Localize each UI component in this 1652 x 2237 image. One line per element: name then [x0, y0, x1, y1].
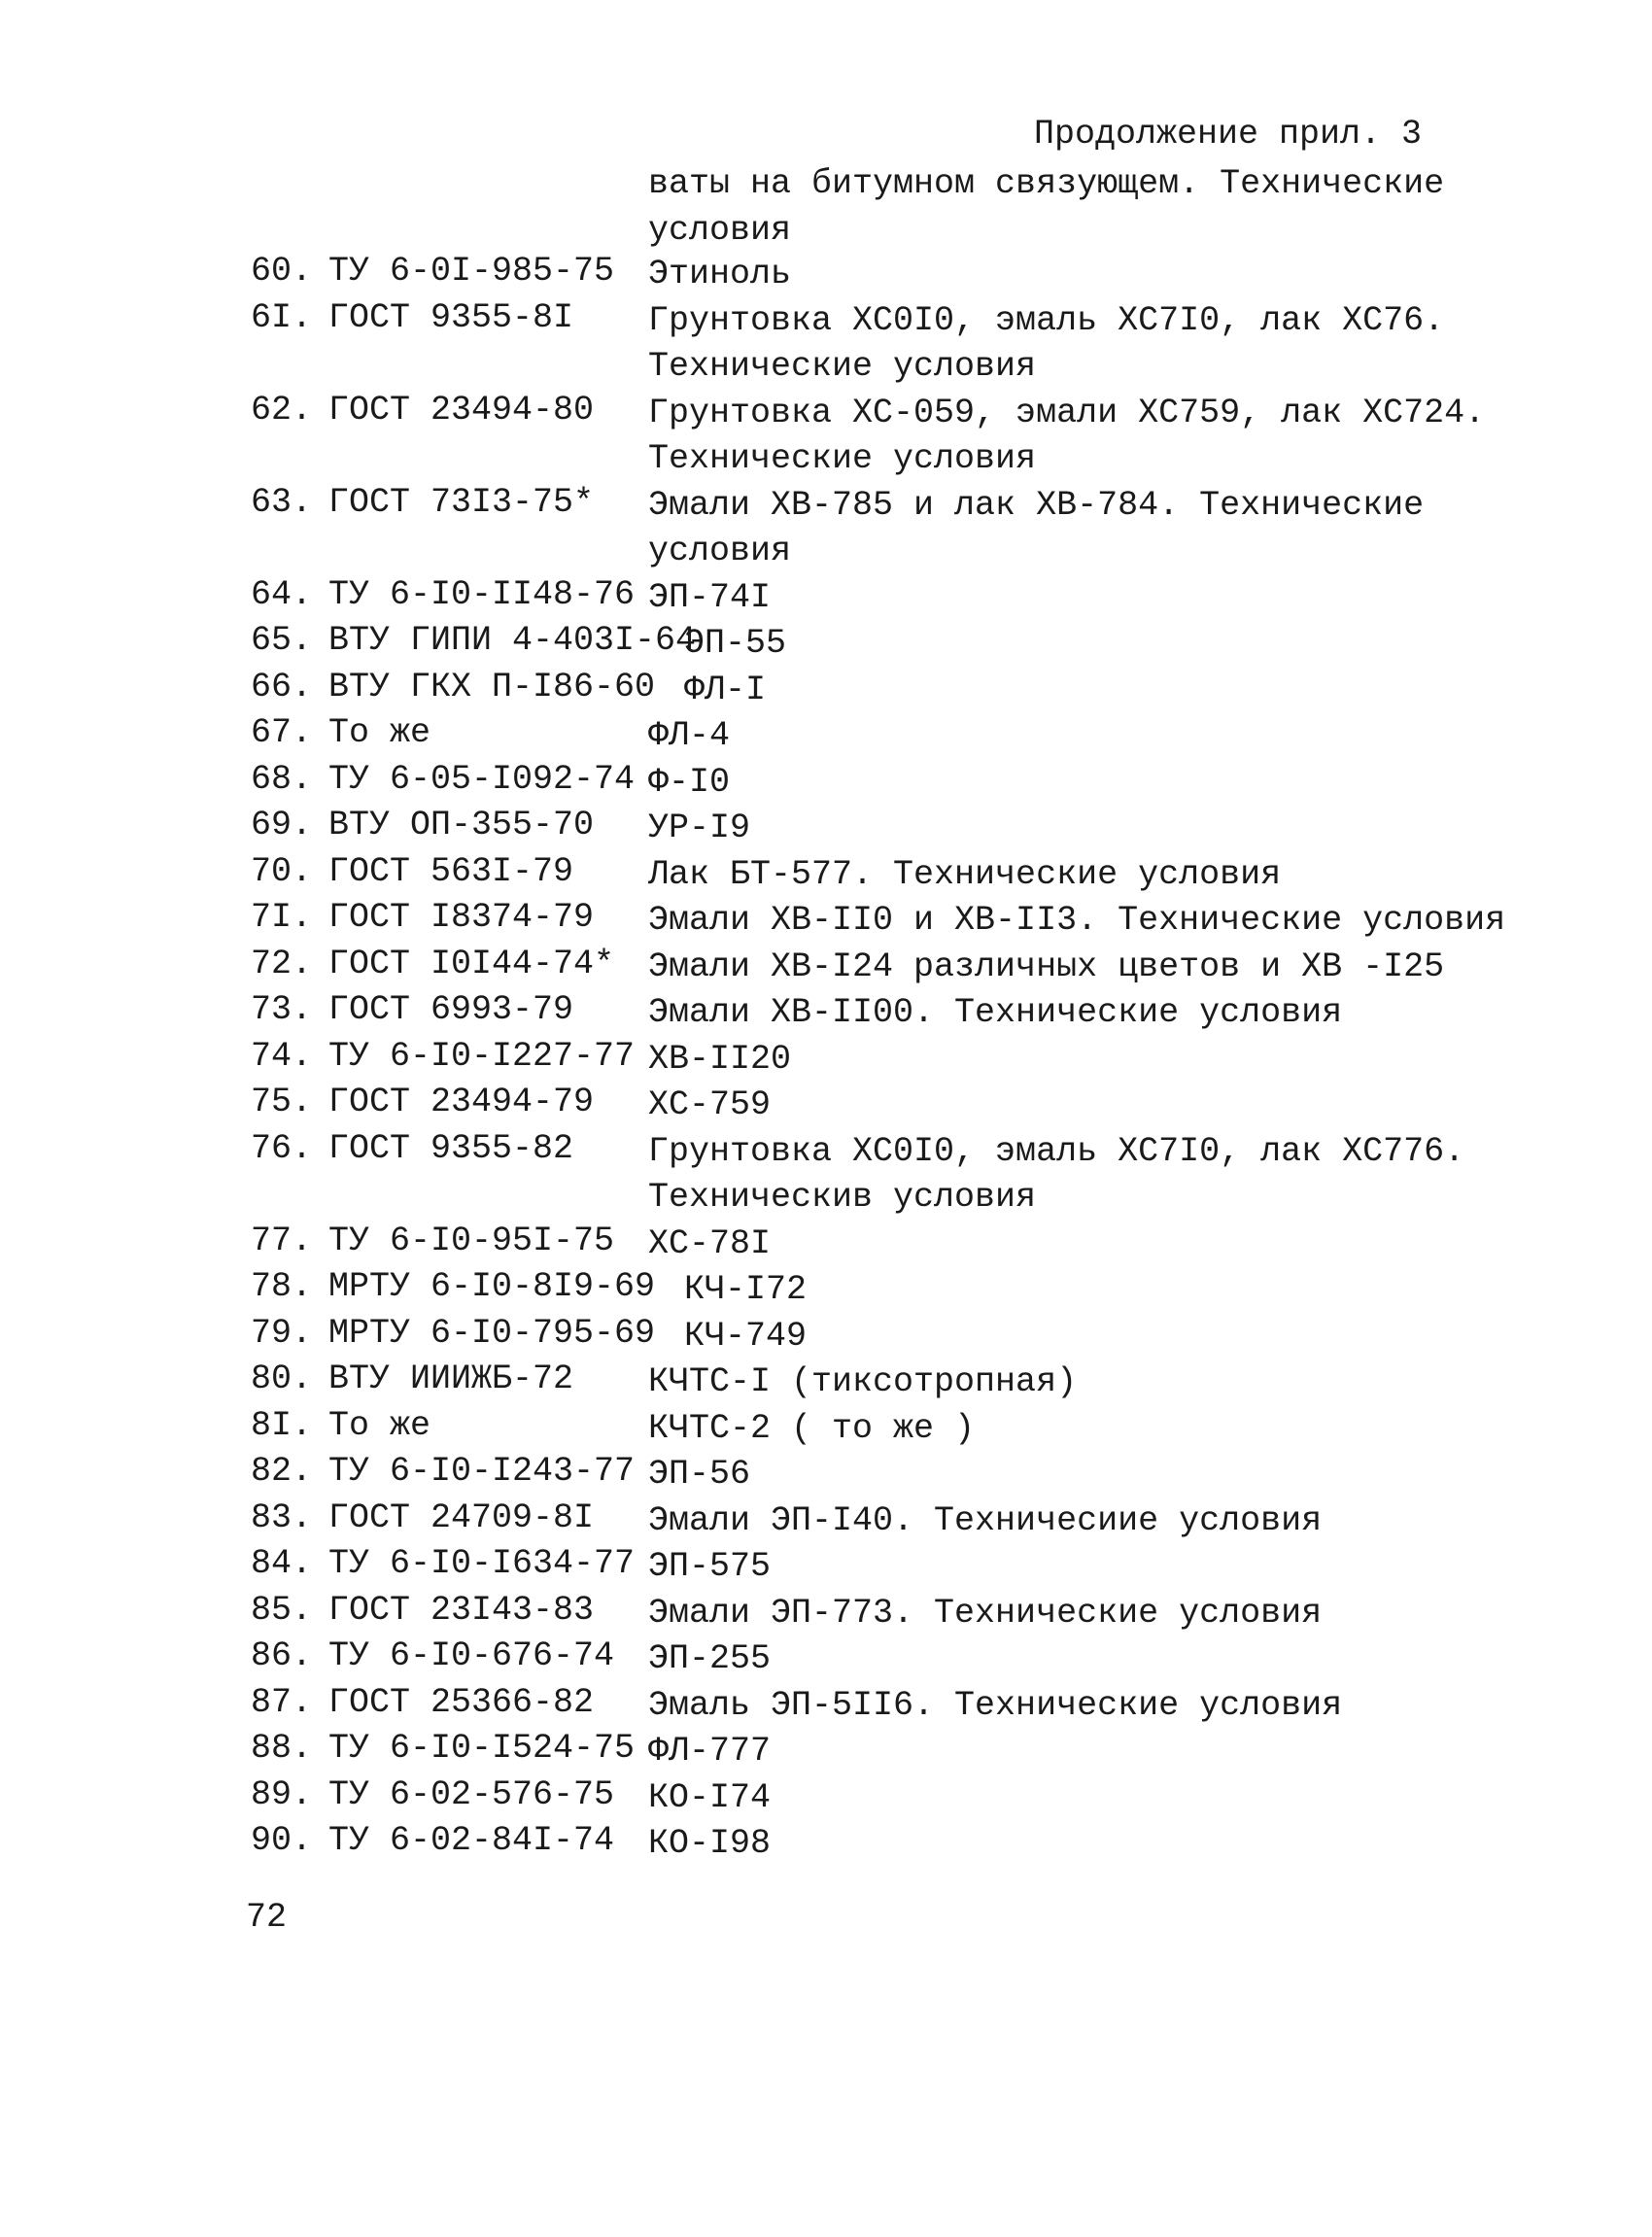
entry-description-line: Эмали ЭП-I40. Техничесиие условия — [648, 1500, 1323, 1540]
entry-standard: ТУ 6-I0-I634-77 — [328, 1544, 636, 1583]
entry-standard: ТУ 6-I0-I243-77 — [328, 1452, 636, 1491]
entry-description — [684, 1267, 807, 1314]
entry-standard: ГОСТ 24709-8I — [328, 1497, 595, 1537]
entry-description-line: Грунтовка ХС0I0, эмаль ХС7I0, лак ХС76. — [648, 300, 1445, 340]
continued-entry-line: ваты на битумном связующем. Технические — [648, 164, 1445, 203]
entry-description-line: ЭП-255 — [648, 1639, 772, 1678]
entry-description-line: КЧ-749 — [684, 1316, 808, 1356]
reference-entry — [251, 1083, 1631, 1129]
entry-description — [648, 1452, 750, 1498]
entry-description — [648, 1821, 771, 1868]
reference-entry — [251, 1406, 1631, 1453]
entry-standard: ТУ 6-I0-676-74 — [328, 1636, 615, 1675]
entry-number: 70. — [251, 851, 313, 891]
reference-entry — [251, 990, 1631, 1037]
entry-description — [648, 852, 1281, 899]
entry-description — [648, 1683, 1342, 1730]
entry-standard: ГОСТ 25366-82 — [328, 1682, 595, 1722]
entry-standard: ТУ 6-I0-95I-75 — [328, 1221, 615, 1260]
entry-description-line: ХС-759 — [648, 1085, 772, 1124]
entry-number: 63. — [251, 482, 313, 522]
entry-description-line: условия — [648, 532, 792, 570]
entry-description-line: КО-I74 — [648, 1777, 772, 1817]
entry-description — [648, 945, 1444, 991]
entry-description-line: Лак БТ-577. Технические условия — [648, 854, 1282, 894]
entry-description-line: ФЛ-I — [684, 670, 767, 709]
entry-description — [648, 760, 730, 807]
entry-number: 7I. — [251, 898, 313, 937]
entry-standard: ТУ 6-05-I092-74 — [328, 759, 636, 799]
continued-entry-line: условия — [648, 210, 792, 250]
reference-entry — [251, 1498, 1631, 1545]
entry-number: 77. — [251, 1221, 313, 1260]
entry-standard: ГОСТ 73I3-75* — [328, 482, 595, 522]
entry-description — [648, 713, 730, 760]
entry-description-line: Грунтовка ХС-059, эмали ХС759, лак ХС724. — [648, 393, 1486, 432]
reference-entry — [251, 1129, 1631, 1222]
entry-description-line: Техническив условия — [648, 1178, 1037, 1217]
entry-standard: То же — [328, 1405, 431, 1445]
entry-number: 90. — [251, 1821, 313, 1860]
entry-number: 88. — [251, 1729, 313, 1768]
entry-description-line: КЧТС-I (тиксотропная) — [648, 1362, 1078, 1401]
entry-description-line: Технические условия — [648, 439, 1037, 478]
reference-entry — [251, 806, 1631, 852]
entry-number: 80. — [251, 1359, 313, 1398]
entry-description — [648, 575, 771, 622]
entry-description — [648, 391, 1485, 483]
entry-description — [648, 298, 1444, 391]
entry-description-line: ХС-78I — [648, 1223, 772, 1263]
entry-standard: ГОСТ 23494-79 — [328, 1083, 595, 1121]
entry-standard: ТУ 6-I0-I524-75 — [328, 1729, 636, 1768]
entry-description — [684, 668, 766, 714]
reference-entry — [251, 1683, 1631, 1730]
reference-list — [251, 252, 1631, 1868]
reference-entry — [251, 852, 1631, 899]
entry-number: 82. — [251, 1452, 313, 1491]
entry-description-line: Эмаль ЭП-5II6. Технические условия — [648, 1685, 1343, 1725]
entry-standard: ТУ 6-I0-II48-76 — [328, 574, 636, 614]
entry-description-line: ЭП-56 — [648, 1455, 751, 1494]
entry-number: 66. — [251, 667, 313, 706]
entry-standard: ТУ 6-I0-I227-77 — [328, 1036, 636, 1076]
entry-description — [648, 1037, 791, 1084]
entry-description — [648, 1591, 1322, 1637]
entry-number: 65. — [251, 621, 313, 660]
entry-description — [648, 898, 1505, 945]
entry-number: 85. — [251, 1590, 313, 1630]
reference-entry — [251, 1729, 1631, 1775]
entry-standard: ГОСТ 9355-8I — [328, 297, 574, 337]
entry-description — [648, 806, 750, 852]
entry-description-line: ХВ-II20 — [648, 1039, 792, 1079]
page-number: 72 — [246, 1898, 288, 1937]
entry-description — [648, 1498, 1322, 1545]
reference-entry — [251, 1775, 1631, 1822]
reference-entry — [251, 575, 1631, 622]
reference-entry — [251, 1314, 1631, 1360]
entry-description-line: УР-I9 — [648, 809, 751, 847]
entry-description — [648, 252, 791, 298]
reference-entry — [251, 898, 1631, 945]
entry-standard: ВТУ ИИИЖБ-72 — [328, 1359, 574, 1398]
entry-standard: ТУ 6-02-84I-74 — [328, 1821, 615, 1860]
entry-standard: ГОСТ I8374-79 — [328, 898, 595, 937]
entry-description — [648, 1222, 771, 1268]
reference-entry — [251, 1821, 1631, 1868]
entry-standard: То же — [328, 713, 431, 752]
entry-description-line: КО-I98 — [648, 1824, 772, 1863]
entry-number: 60. — [251, 252, 313, 291]
entry-description — [648, 1083, 771, 1129]
entry-description — [648, 1129, 1464, 1222]
entry-number: 72. — [251, 944, 313, 983]
entry-number: 84. — [251, 1544, 313, 1583]
entry-standard: ГОСТ I0I44-74* — [328, 944, 615, 983]
entry-number: 69. — [251, 806, 313, 844]
entry-description — [648, 990, 1342, 1037]
entry-number: 73. — [251, 990, 313, 1029]
entry-description — [648, 483, 1424, 575]
entry-standard: ГОСТ 563I-79 — [328, 851, 574, 891]
entry-description — [648, 1729, 771, 1775]
entry-number: 68. — [251, 759, 313, 799]
entry-standard: ТУ 6-02-576-75 — [328, 1774, 615, 1814]
entry-description — [648, 1359, 1077, 1406]
entry-number: 6I. — [251, 297, 313, 337]
entry-standard: ВТУ ОП-355-70 — [328, 806, 595, 844]
entry-description-line: ЭП-74I — [648, 577, 772, 617]
entry-standard: ГОСТ 23I43-83 — [328, 1590, 595, 1630]
reference-entry — [251, 713, 1631, 760]
reference-entry — [251, 298, 1631, 391]
entry-description — [648, 1544, 771, 1591]
reference-entry — [251, 1636, 1631, 1683]
continued-entry-text — [648, 161, 1444, 254]
entry-description — [648, 1636, 771, 1683]
entry-number: 75. — [251, 1083, 313, 1121]
entry-description-line: Эмали ХВ-II0 и ХВ-II3. Технические условия — [648, 901, 1506, 940]
reference-entry — [251, 668, 1631, 714]
entry-description-line: ЭП-575 — [648, 1547, 772, 1586]
reference-entry — [251, 483, 1631, 575]
reference-entry — [251, 1037, 1631, 1084]
entry-number: 83. — [251, 1497, 313, 1537]
entry-number: 89. — [251, 1774, 313, 1814]
entry-description-line: Эмали ХВ-I24 различных цветов и ХВ -I25 — [648, 946, 1445, 986]
entry-description — [684, 621, 786, 668]
reference-entry — [251, 1222, 1631, 1268]
entry-description-line: Эмали ХВ-II00. Технические условия — [648, 993, 1343, 1032]
entry-number: 8I. — [251, 1405, 313, 1445]
entry-standard: ГОСТ 6993-79 — [328, 990, 574, 1029]
entry-standard: ГОСТ 23494-80 — [328, 390, 595, 430]
entry-description — [648, 1775, 771, 1822]
reference-entry — [251, 1452, 1631, 1498]
entry-description — [684, 1314, 807, 1360]
entry-description-line: КЧ-I72 — [684, 1270, 808, 1309]
entry-standard: ТУ 6-0I-985-75 — [328, 252, 615, 291]
entry-description-line: Грунтовка ХС0I0, эмаль ХС7I0, лак ХС776. — [648, 1131, 1465, 1171]
entry-description-line: Эмали ХВ-785 и лак ХВ-784. Технические — [648, 485, 1425, 525]
entry-description-line: Технические условия — [648, 347, 1037, 386]
entry-description-line: ФЛ-777 — [648, 1732, 772, 1771]
reference-entry — [251, 1267, 1631, 1314]
reference-entry — [251, 621, 1631, 668]
entry-number: 74. — [251, 1036, 313, 1076]
continuation-header: Продолжение прил. 3 — [1034, 115, 1423, 154]
entry-standard: ГОСТ 9355-82 — [328, 1128, 574, 1168]
entry-number: 78. — [251, 1267, 313, 1306]
entry-standard: ВТУ ГИПИ 4-403I-64 — [328, 621, 697, 660]
reference-entry — [251, 1591, 1631, 1637]
reference-entry — [251, 391, 1631, 483]
entry-standard: МРТУ 6-I0-8I9-69 — [328, 1267, 656, 1306]
reference-entry — [251, 945, 1631, 991]
entry-number: 67. — [251, 713, 313, 752]
entry-description-line: КЧТС-2 ( то же ) — [648, 1408, 976, 1448]
entry-number: 86. — [251, 1636, 313, 1675]
reference-entry — [251, 1359, 1631, 1406]
entry-number: 87. — [251, 1682, 313, 1722]
entry-number: 62. — [251, 390, 313, 430]
entry-description-line: Ф-I0 — [648, 762, 731, 802]
entry-description-line: Этиноль — [648, 255, 792, 293]
entry-description-line: ЭП-55 — [684, 624, 787, 663]
entry-description-line: Эмали ЭП-773. Технические условия — [648, 1593, 1323, 1633]
reference-entry — [251, 1544, 1631, 1591]
entry-number: 76. — [251, 1128, 313, 1168]
reference-entry — [251, 760, 1631, 807]
entry-standard: МРТУ 6-I0-795-69 — [328, 1313, 656, 1353]
entry-description — [648, 1406, 975, 1453]
entry-number: 64. — [251, 574, 313, 614]
reference-entry — [251, 252, 1631, 298]
entry-standard: ВТУ ГКХ П-I86-60 — [328, 667, 656, 706]
entry-description-line: ФЛ-4 — [648, 716, 731, 755]
entry-number: 79. — [251, 1313, 313, 1353]
